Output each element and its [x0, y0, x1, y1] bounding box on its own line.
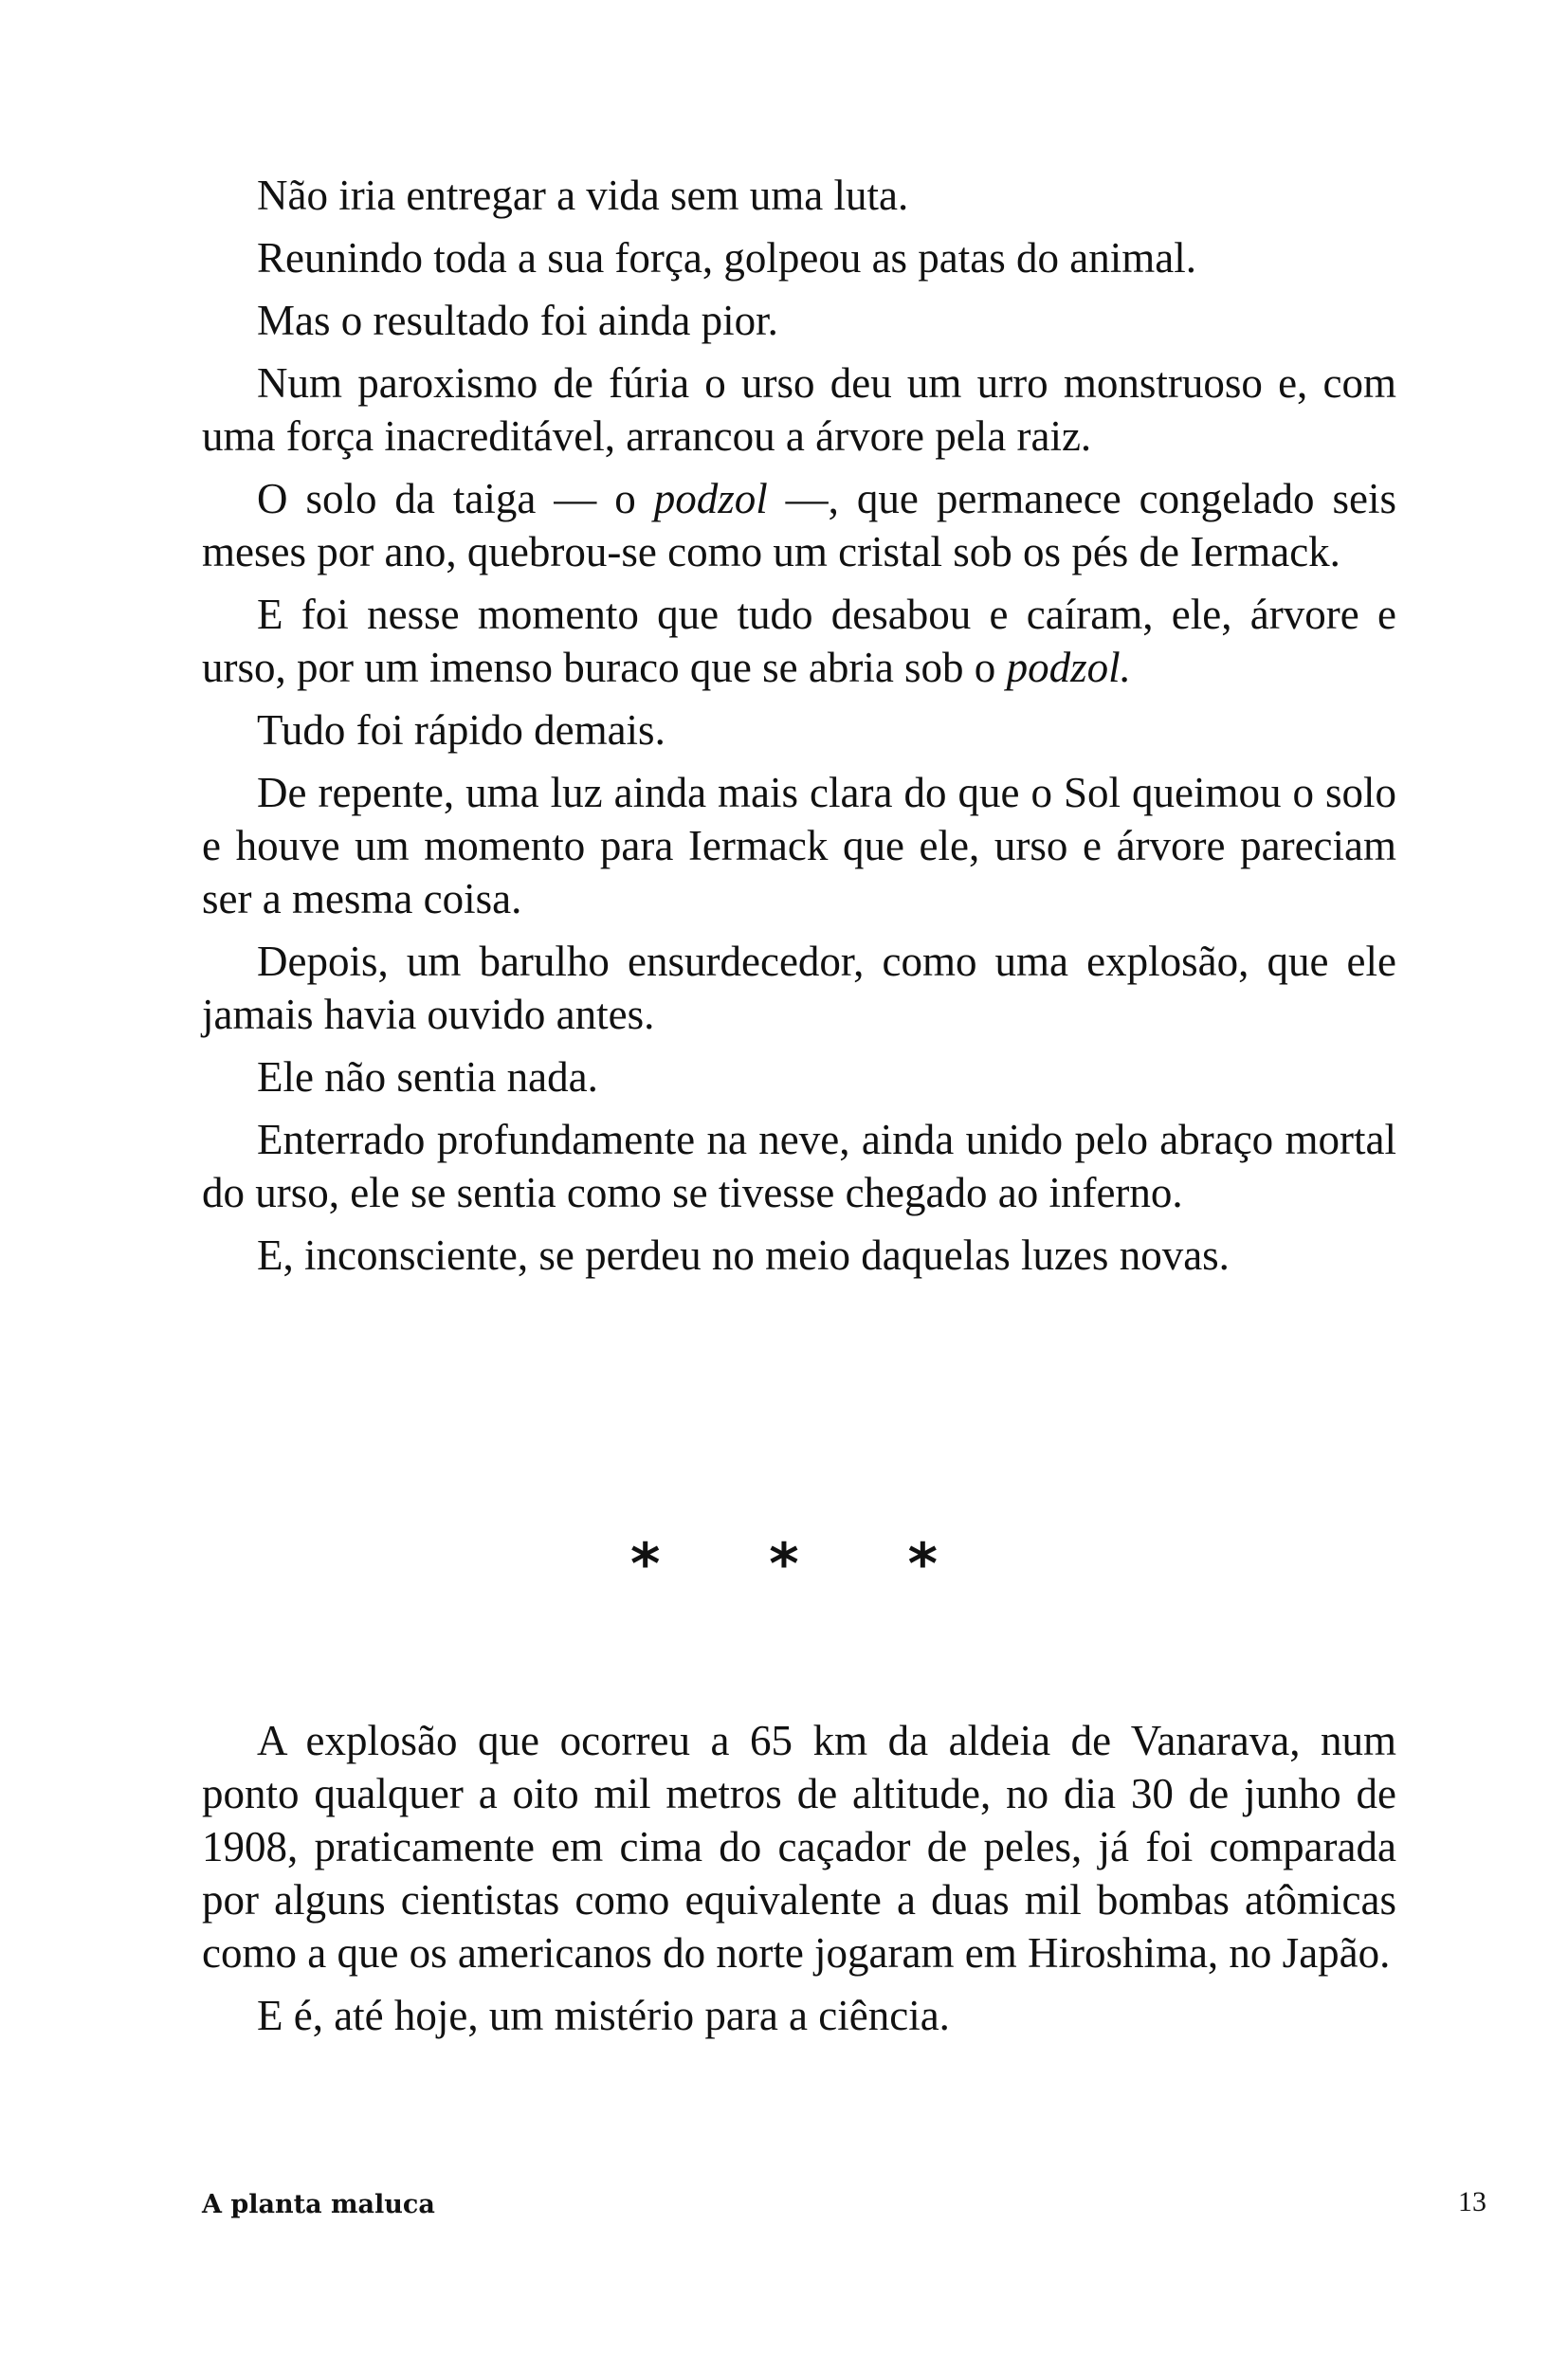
paragraph — [202, 472, 1396, 578]
section-separator — [0, 1531, 1568, 1597]
paragraph: Ele não sentia nada. — [257, 1053, 598, 1101]
italic-term: podzol — [653, 475, 768, 522]
italic-term: podzol. — [1006, 644, 1131, 691]
asterisk: * — [769, 1531, 799, 1597]
paragraph: Mas o resultado foi ainda pior. — [257, 297, 778, 344]
page-number: 13 — [1458, 2186, 1486, 2217]
asterisk: * — [630, 1531, 661, 1597]
paragraph — [202, 588, 1396, 694]
paragraph: De repente, uma luz ainda mais clara do que o Sol queimou o solo e houve um momento para Iermack que ele, urso e árvore pareciam ser a mesma coisa. — [202, 769, 1396, 922]
paragraph: Enterrado profundamente na neve, ainda unido pelo abraço mortal do urso, ele se sentia como se tivesse chegado ao inferno. — [202, 1116, 1396, 1216]
paragraph: A explosão que ocorreu a 65 km da aldeia de Vanarava, num ponto qualquer a oito mil metros de altitude, no dia 30 de junho de 1908, praticamente em cima do caçador de peles, já foi comparada por alguns cientistas como equivalente a duas mil bombas atômicas como a que os americanos do norte jogaram em Hiroshima, no Japão. — [202, 1717, 1396, 1977]
paragraph: E, inconsciente, se perdeu no meio daquelas luzes novas. — [257, 1231, 1230, 1279]
paragraph: Tudo foi rápido demais. — [257, 706, 665, 754]
paragraph: Não iria entregar a vida sem uma luta. — [257, 172, 909, 219]
footer-book-title: A planta maluca — [202, 2190, 435, 2219]
paragraph: E é, até hoje, um mistério para a ciência. — [257, 1992, 950, 2039]
text-run: E foi nesse momento que tudo desabou e caíram, ele, árvore e urso, por um imenso buraco que se abria sob o — [202, 591, 1396, 691]
paragraph: Reunindo toda a sua força, golpeou as patas do animal. — [257, 234, 1196, 282]
section-text — [202, 1714, 1396, 2052]
paragraph: Depois, um barulho ensurdecedor, como uma explosão, que ele jamais havia ouvido antes. — [202, 938, 1396, 1038]
main-text — [202, 169, 1396, 1291]
text-run: —, que permanece congelado seis meses por ano, quebrou-se como um cristal sob os pés de Iermack. — [202, 475, 1397, 575]
asterisk: * — [907, 1531, 938, 1597]
text-run: O solo da taiga — o — [257, 475, 654, 522]
paragraph: Num paroxismo de fúria o urso deu um urro monstruoso e, com uma força inacreditável, arrancou a árvore pela raiz. — [202, 359, 1396, 460]
